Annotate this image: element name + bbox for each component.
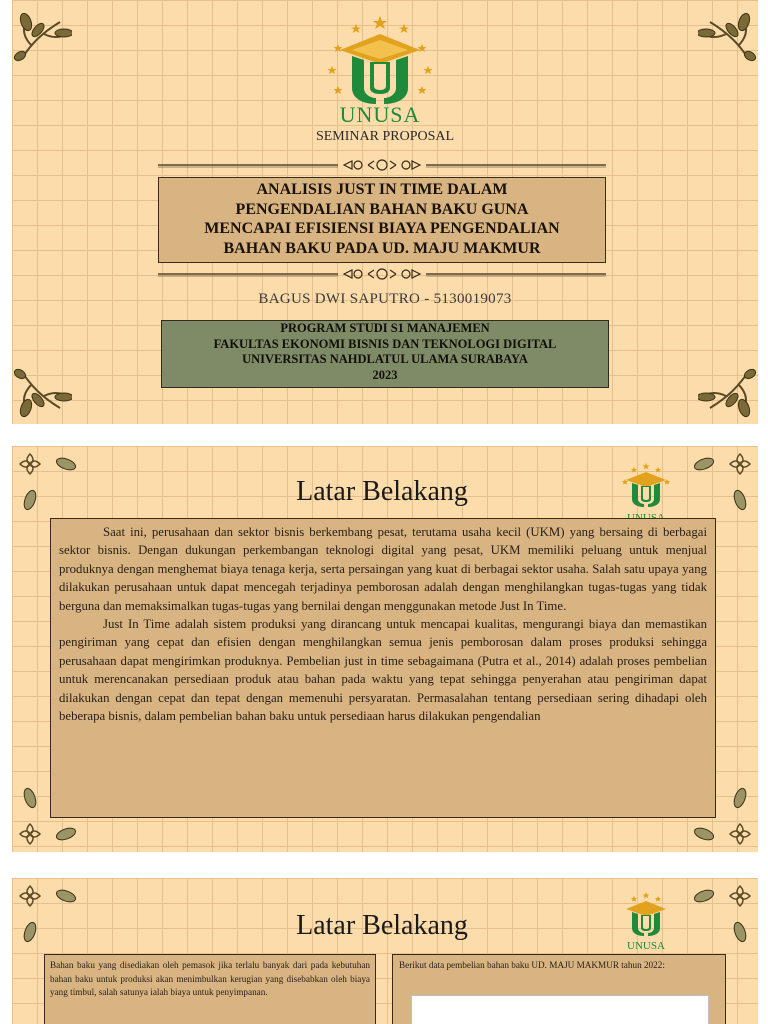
author: BAGUS DWI SAPUTRO - 5130019073	[258, 291, 512, 307]
slide-heading: Latar Belakang	[296, 476, 468, 507]
slide-background	[12, 446, 758, 852]
left-content-box	[44, 954, 376, 1024]
unusa-logo-icon	[316, 14, 444, 106]
title-line: ANALISIS JUST IN TIME DALAM	[256, 181, 508, 198]
floral-corner-icon	[12, 8, 72, 68]
data-table	[411, 995, 709, 1024]
logo-text: UNUSA	[627, 940, 665, 952]
title-line: PENGENDALIAN BAHAN BAKU GUNA	[235, 200, 529, 218]
right-text: Berikut data pembelian bahan baku UD. MAJU MAKMUR tahun 2022:	[399, 960, 665, 970]
slide-heading: Latar Belakang	[296, 910, 468, 941]
unusa-logo	[316, 14, 444, 126]
right-content-box	[392, 954, 726, 1024]
ornament-divider-icon	[158, 158, 606, 172]
unusa-logo	[614, 886, 678, 958]
logo-text: UNUSA	[339, 102, 421, 127]
content-box	[50, 518, 716, 818]
title-line: BAHAN BAKU PADA UD. MAJU MAKMUR	[223, 239, 541, 257]
paragraph: Saat ini, perusahaan dan sektor bisnis berkembang pesat, terutama usaha kecil (UKM) yang bersaing di berbagai sektor bisnis. Dengan dukungan perkembangan teknologi digital yang pesat, UKM memiliki peluang untuk menjual produknya dengan menghemat biaya tenaga kerja, serta persaingan yang kuat di berbagai sektor usaha. Salah satu upaya yang dilakukan perusahaan untuk dapat mencegah terjadinya pemborosan adalah dengan menghilangkan tugas-tugas yang tidak berguna dan memaksimalkan tugas-tugas yang bernilai dengan menggunakan metode Just In Time.	[59, 525, 707, 613]
program-box	[161, 320, 609, 388]
title-box	[158, 177, 606, 263]
slide-background-2	[12, 878, 758, 1024]
unusa-logo-icon	[614, 456, 678, 514]
program-line: PROGRAM STUDI S1 MANAJEMEN	[280, 321, 490, 335]
floral-corner-icon	[698, 362, 758, 422]
ornament-divider-icon	[158, 267, 606, 281]
program-line: UNIVERSITAS NAHDLATUL ULAMA SURABAYA	[242, 352, 528, 366]
slide-title	[12, 0, 758, 424]
floral-corner-icon	[12, 362, 72, 422]
left-text: Bahan baku yang disediakan oleh pemasok jika terlalu banyak dari pada kebutuhan bahan baku untuk produksi akan menimbulkan kerugian yang disebabkan oleh biaya yang timbul, salah satunya ialah biaya untuk penyimpanan.	[50, 960, 370, 998]
unusa-logo-icon	[614, 886, 678, 942]
paragraph: Just In Time adalah sistem produksi yang dirancang untuk mencapai kualitas, mengurangi biaya dan memastikan pengiriman yang cepat dan efisien dengan menghilangkan semua jenis pemborosan dalam proses produksi sehingga perusahaan dapat mengirimkan produknya. Pembelian just in time sebagaimana (Putra et al., 2014) adalah proses pembelian untuk merencanakan persediaan produk atau bahan pada waktu yang tepat sehingga penyerahan atau pengiriman dapat dilakukan dengan cepat dan tepat dengan memenuhi persyaratan. Permasalahan tentang persediaan sering dihadapi oleh beberapa bisnis, dalam pembelian bahan baku untuk persediaan harus dilakukan pengendalian	[59, 617, 707, 724]
program-line: FAKULTAS EKONOMI BISNIS DAN TEKNOLOGI DIGITAL	[213, 336, 557, 351]
floral-corner-icon	[698, 8, 758, 68]
title-line: MENCAPAI EFISIENSI BIAYA PENGENDALIAN	[204, 220, 560, 237]
program-line: 2023	[372, 367, 398, 382]
subtitle: SEMINAR PROPOSAL	[315, 129, 455, 144]
